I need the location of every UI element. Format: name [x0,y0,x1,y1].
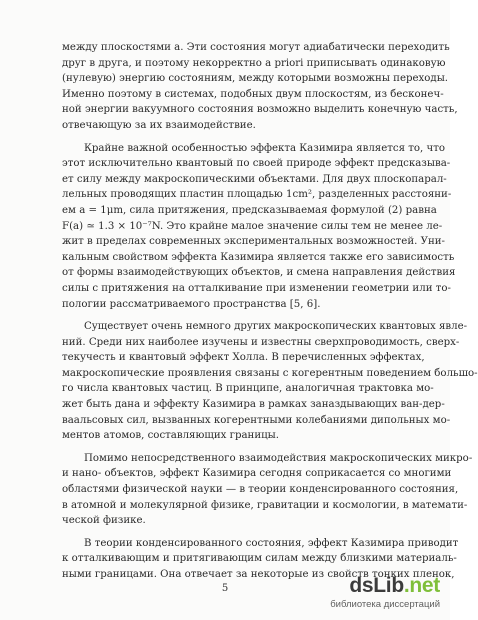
text-line: в атомной и молекулярной физике, гравитации и космологии, в математи- [62,499,468,511]
text-line: жит в пределах современных экспериментальных возможностей. Уни- [62,236,445,248]
page-number: 5 [221,583,229,594]
watermark-name [349,574,440,598]
text-line: В теории конденсированного состояния, эффект Казимира приводит [84,537,459,549]
text-line: ваальсовых сил, вызванных когерентными колебаниями дипольных мо- [62,414,451,426]
text-line: ментов атомов, составляющих границы. [62,430,280,442]
text-line: макроскопические проявления связаны с когерентным поведением большо- [62,367,478,379]
text-line: ческой физике. [62,515,146,527]
paragraph-gap [62,312,396,319]
body-text [62,40,478,583]
text-line: между плоскостями a. Эти состояния могут адиабатически переходить [62,42,450,53]
text-line: ными границами. Она отвечает за некоторые из свойств тонких пленок, [62,569,455,580]
text-line: F(a) ≃ 1.3 × 10⁻⁷N. Это крайне малое значение силы тем не менее ле- [62,220,443,232]
text-line: ет силу между макроскопическими объектами. Для двух плоскопарал- [62,173,447,185]
text-line: отвечающую за их взаимодействие. [62,119,256,131]
text-line: друг в друга, и поэтому некорректно a priori приписывать одинаковую [62,57,446,69]
paragraph-gap [62,444,396,451]
text-line: областями физической науки — в теории конденсированного состояния, [62,484,459,496]
text-line: пологии рассматриваемого пространства [5, 6]. [62,298,321,310]
text-line: Крайне важной особенностью эффекта Казимира является то, что [84,142,445,154]
text-line: и нано- объектов, эффект Казимира сегодня соприкасается со многими [62,468,452,480]
watermark-name-tld: .net [403,574,440,597]
paragraph [62,319,478,444]
text-line: кальным свойством эффекта Казимира является также его зависимость [62,251,455,263]
text-line: (нулевую) энергию состояниям, между которыми возможны переходы. [62,73,449,85]
text-line: этот исключительно квантовый по своей природе эффект предсказыва- [62,158,451,170]
text-line: ний. Среди них наиболее изучены и известны сверхпроводимость, сверх- [62,336,460,348]
text-line: текучесть и квантовый эффект Холла. В перечисленных эффектах, [62,352,425,364]
paragraph-gap [62,529,396,536]
paragraph [62,40,458,134]
watermark-subtitle: библиотека диссертаций [330,599,440,610]
text-line: Помимо непосредственного взаимодействия макроскопических микро- [84,452,473,464]
text-line: силы с притяжения на отталкивание при изменении геометрии или то- [62,282,451,294]
paragraph [62,141,456,313]
dslib-watermark-logo [320,574,440,612]
text-line: от формы взаимодействующих объектов, и смена направления действия [62,267,456,279]
text-line: го числа квантовых частиц. В принципе, аналогичная трактовка мо- [62,383,434,395]
text-line: лельных проводящих пластин площадью 1cm², разделенных расстояни- [62,189,452,201]
text-line: ной энергии вакуумного состояния возможно выделить конечную часть, [62,104,458,116]
text-line: ем a = 1μm, сила притяжения, предсказываемая формулой (2) равна [62,204,437,216]
paragraph-gap [62,134,396,141]
text-line: к отталкивающим и притягивающим силам между близкими материаль- [62,553,457,565]
watermark-name-main: dsLib [349,574,404,597]
text-line: жет быть дана и эффекту Казимира в рамках заназдывающих ван-дер- [62,399,445,411]
paragraph [62,451,473,529]
text-line: Именно поэтому в системах, подобных двум плоскостям, из бесконеч- [62,88,444,100]
text-line: Существует очень немного других макроскопических квантовых явле- [84,321,468,333]
